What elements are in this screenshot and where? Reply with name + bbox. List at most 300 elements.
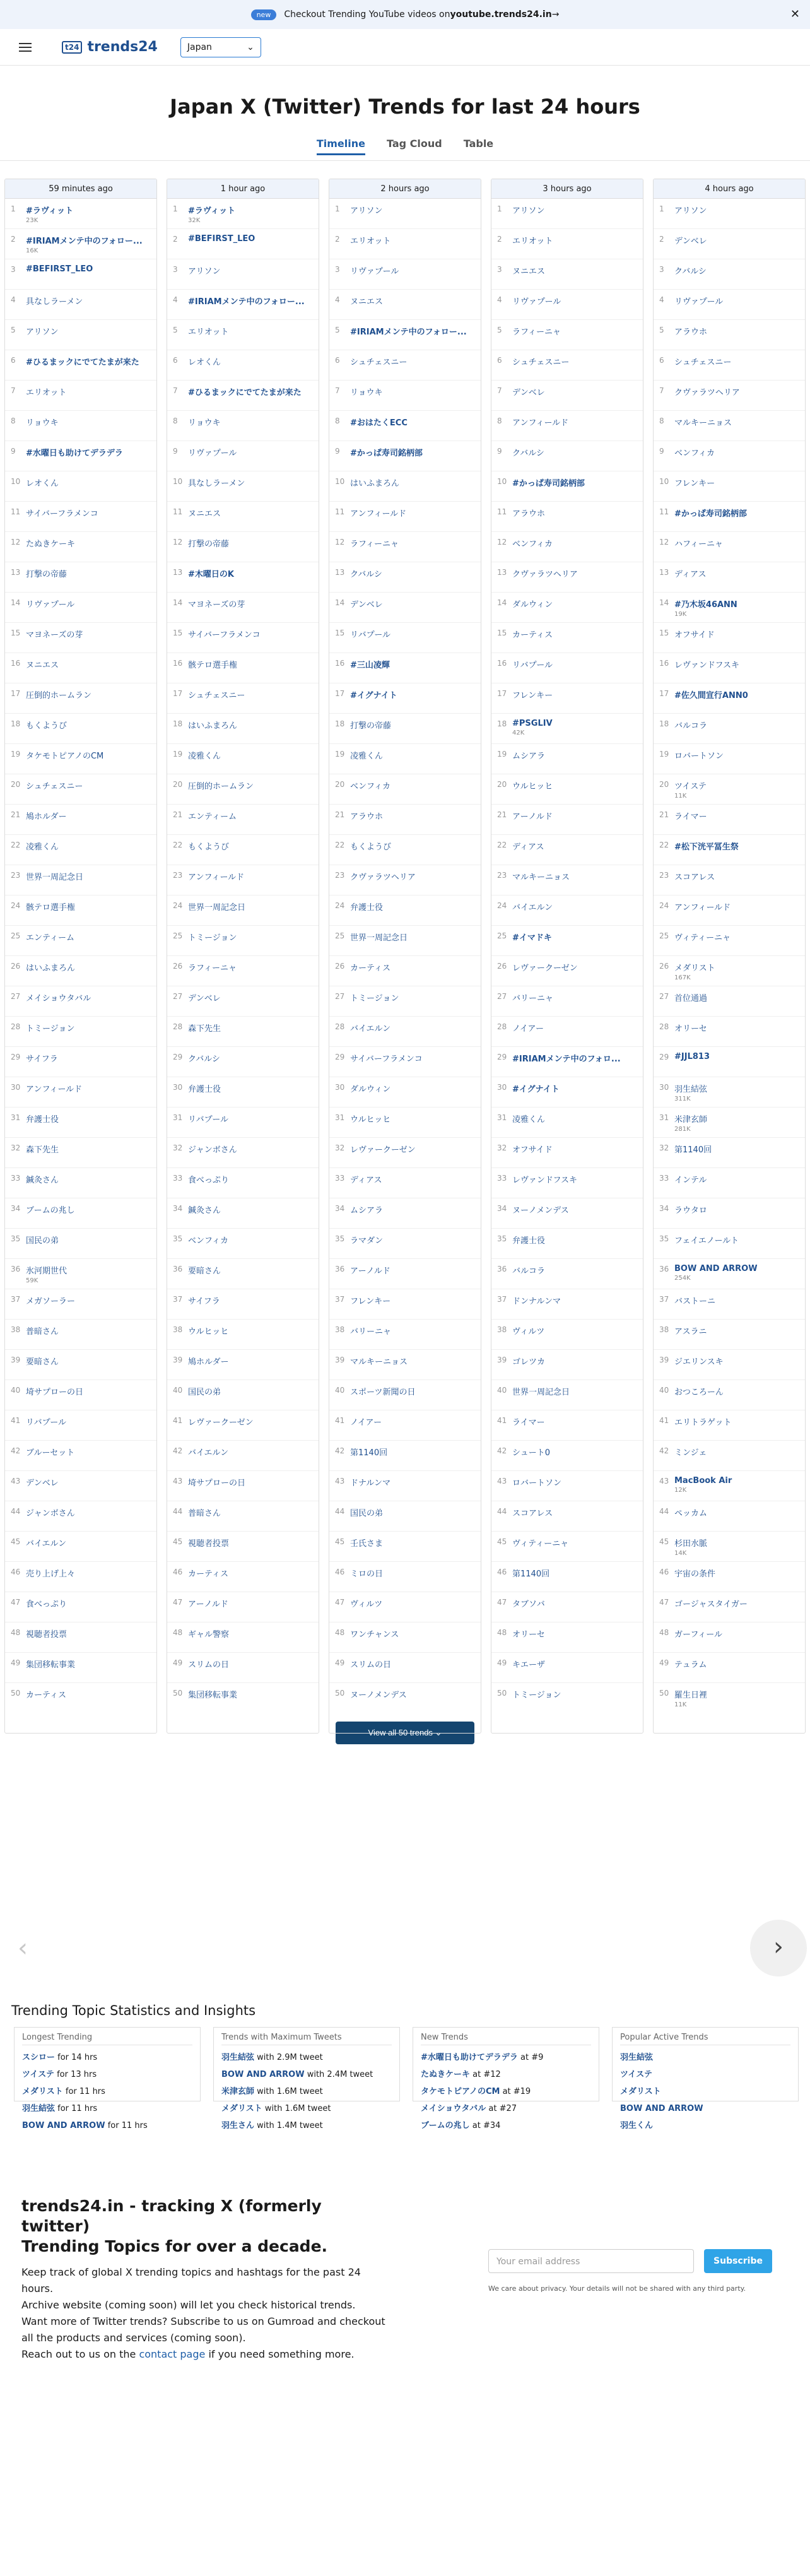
prev-arrow-icon[interactable]: ‹ — [18, 1934, 28, 1963]
trend-link[interactable]: 普暗さん — [188, 1509, 221, 1518]
trend-link[interactable]: デンベレ — [512, 388, 545, 398]
trend-rank: 2 — [497, 235, 502, 244]
trend-link[interactable]: クヴァラツヘリア — [674, 388, 740, 398]
trend-link[interactable]: クバルシ — [350, 570, 382, 579]
trend-link[interactable]: オフサイド — [674, 630, 715, 640]
trend-link[interactable]: 世界一周記念日 — [188, 903, 246, 913]
trend-link[interactable]: BOW AND ARROW — [221, 2070, 305, 2079]
trend-link[interactable]: 鍼灸さん — [188, 1206, 221, 1215]
trend-link[interactable]: クバルシ — [674, 267, 707, 276]
trend-link[interactable]: 打撃の帝藤 — [350, 721, 392, 731]
trend-link[interactable]: 打撃の帝藤 — [26, 570, 68, 579]
trend-link[interactable]: 国民の弟 — [350, 1509, 384, 1518]
trend-link[interactable]: #IRIAMメンテ中のフォロ... — [512, 1055, 621, 1064]
trend-link[interactable]: #松下洸平冨生祭 — [674, 842, 739, 852]
trend-link[interactable]: デンベレ — [26, 1479, 59, 1488]
trend-link[interactable]: MacBook Air — [674, 1476, 732, 1486]
trend-link[interactable]: リョウキ — [350, 388, 383, 398]
trend-link[interactable]: キエーザ — [512, 1660, 546, 1670]
trend-link[interactable]: BOW AND ARROW — [620, 2104, 703, 2113]
trend-link[interactable]: ウルヒッヒ — [350, 1115, 391, 1125]
trend-row — [5, 441, 156, 471]
trend-link[interactable]: 米津玄師 — [674, 1115, 708, 1125]
trend-link[interactable]: バリーニャ — [512, 994, 554, 1003]
trend-link[interactable]: ジャンボさん — [26, 1509, 75, 1518]
trend-link[interactable]: インテル — [674, 1176, 707, 1185]
trend-link[interactable]: ヴィティーニャ — [674, 933, 731, 943]
trend-link[interactable]: 国民の弟 — [26, 1236, 59, 1246]
trend-link[interactable]: ラフィーニャ — [188, 964, 237, 973]
trend-link[interactable]: メイショウタバル — [421, 2104, 486, 2113]
trend-link[interactable]: #イグナイト — [350, 691, 397, 700]
trend-link[interactable]: 第1140回 — [674, 1145, 712, 1155]
trend-link[interactable]: ノイアー — [512, 1024, 544, 1034]
trend-link[interactable]: 米津玄師 — [221, 2087, 255, 2096]
trend-link[interactable]: もくようび — [26, 721, 68, 731]
trend-row — [5, 1501, 156, 1532]
trend-link[interactable]: ガーフィール — [674, 1630, 723, 1640]
trend-link[interactable]: マヨネーズの芽 — [26, 630, 83, 640]
trend-link[interactable]: シュチェスニー — [674, 358, 732, 367]
trend-link[interactable]: アラウホ — [674, 328, 708, 337]
trend-link[interactable]: もくようび — [350, 842, 392, 852]
trend-link[interactable]: レヴァークーゼン — [512, 964, 578, 973]
trend-rank: 30 — [497, 1083, 507, 1092]
trend-link[interactable]: ゴージャスタイガー — [674, 1600, 748, 1609]
trend-link[interactable]: トミージョン — [188, 933, 237, 943]
trend-link[interactable]: スリムの日 — [350, 1660, 392, 1670]
trend-link[interactable]: スポーツ新聞の日 — [350, 1388, 416, 1397]
trend-link[interactable]: ノイアー — [350, 1418, 382, 1427]
trend-link[interactable]: 宇宙の条件 — [674, 1569, 716, 1579]
trend-link[interactable]: #木曜日のK — [188, 570, 234, 579]
trend-link[interactable]: 世界一周記念日 — [26, 873, 84, 882]
next-arrow-icon[interactable]: › — [750, 1920, 807, 1976]
trend-link[interactable]: ライマー — [512, 1418, 545, 1427]
trend-link[interactable]: リバプール — [26, 1418, 66, 1427]
trend-link[interactable]: #IRIAMメンテ中のフォロー... — [188, 297, 305, 307]
trend-link[interactable]: タケモトピアノのCM — [421, 2087, 500, 2096]
trend-link[interactable]: メダリスト — [674, 964, 715, 973]
trend-link[interactable]: 弁護士役 — [350, 903, 384, 913]
subscribe-button[interactable]: Subscribe — [704, 2249, 772, 2273]
trend-link[interactable]: ワンチャンス — [350, 1630, 399, 1640]
trend-link[interactable]: ダルウィン — [512, 600, 553, 610]
trend-link[interactable]: リヴァプール — [188, 449, 237, 458]
trend-link[interactable]: アスラニ — [674, 1327, 707, 1337]
trend-link[interactable]: アリソン — [350, 206, 383, 216]
trend-link[interactable]: スコアレス — [512, 1509, 553, 1518]
trend-link[interactable]: ラウタロ — [674, 1206, 707, 1215]
trend-link[interactable]: 第1140回 — [512, 1569, 550, 1579]
trend-link[interactable]: アンフィールド — [674, 903, 731, 913]
trend-link[interactable]: ジャンボさん — [188, 1145, 237, 1155]
trend-link[interactable]: 羅生日裡 — [674, 1691, 708, 1700]
trend-link[interactable]: タケモトピアノのCM — [26, 752, 104, 761]
tab-table[interactable]: Table — [463, 138, 494, 150]
trend-link[interactable]: 圧倒的ホームラン — [26, 691, 92, 700]
trend-link[interactable]: レオくん — [188, 358, 221, 367]
trend-link[interactable]: カーティス — [350, 964, 390, 973]
trend-link[interactable]: ディアス — [674, 570, 707, 579]
trend-link[interactable]: シュチェスニー — [188, 691, 245, 700]
trend-link[interactable]: レヴァンドフスキ — [512, 1176, 577, 1185]
trend-link[interactable]: 埼サプローの日 — [26, 1388, 84, 1397]
trend-link[interactable]: スシロー — [22, 2053, 56, 2062]
email-input[interactable]: Your email address — [488, 2249, 694, 2273]
trend-link[interactable]: マヨネーズの芽 — [188, 600, 245, 610]
trend-link[interactable]: #かっぱ寿司銘柄部 — [674, 509, 747, 519]
trend-link[interactable]: アンフィールド — [350, 509, 407, 519]
trend-link[interactable]: #乃木坂46ANN — [674, 600, 737, 610]
trend-link[interactable]: ヌニエス — [512, 267, 546, 276]
trend-link[interactable]: ラマダン — [350, 1236, 384, 1246]
trend-row — [491, 956, 643, 986]
trend-link[interactable]: カーティス — [26, 1691, 66, 1700]
trend-link[interactable]: レヴァンドフスキ — [674, 661, 739, 670]
trend-link[interactable]: バルコラ — [674, 721, 708, 731]
trend-link[interactable]: ムシアラ — [350, 1206, 384, 1215]
trend-link[interactable]: #ひるまックにでてたまが来た — [188, 388, 302, 398]
trend-link[interactable]: #佐久間宣行ANN0 — [674, 691, 748, 700]
trend-link[interactable]: オフサイド — [512, 1145, 553, 1155]
trend-link[interactable]: 視聴者投票 — [188, 1539, 230, 1549]
trend-link[interactable]: メガソーラー — [26, 1297, 76, 1306]
trend-link[interactable]: アリソン — [512, 206, 545, 216]
trend-link[interactable]: サイフラ — [188, 1297, 220, 1306]
trend-link[interactable]: ベンフィカ — [188, 1236, 228, 1246]
trend-link[interactable]: #IRIAMメンテ中のフォロー... — [350, 328, 467, 337]
trend-link[interactable]: #ラヴィット — [26, 206, 74, 216]
trend-link[interactable]: 羽生くん — [620, 2121, 654, 2130]
trend-link[interactable]: 凌雅くん — [188, 752, 221, 761]
trend-link[interactable]: トミージョン — [512, 1691, 561, 1700]
trend-row — [654, 653, 805, 683]
trend-link[interactable]: レヴァークーゼン — [188, 1418, 254, 1427]
trend-link[interactable]: リバプール — [350, 630, 390, 640]
trend-link[interactable]: ラフィーニャ — [512, 328, 561, 337]
trend-link[interactable]: ライマー — [674, 812, 707, 822]
trend-link[interactable]: 鳩ホルダー — [188, 1357, 229, 1367]
trend-link[interactable]: フェイエノールト — [674, 1236, 739, 1246]
trend-link[interactable]: 弁護士役 — [512, 1236, 546, 1246]
trend-link[interactable]: アラウホ — [512, 509, 546, 519]
trend-link[interactable]: ヌニエス — [26, 661, 59, 670]
trend-link[interactable]: 羽生結弦 — [221, 2053, 255, 2062]
trend-link[interactable]: #水曜日も助けてデラデラ — [26, 449, 123, 458]
trend-link[interactable]: アンフィールド — [188, 873, 245, 882]
trend-link[interactable]: 羽生結弦 — [22, 2104, 56, 2113]
trend-link[interactable]: 凌雅くん — [26, 842, 59, 852]
trend-link[interactable]: 国民の弟 — [188, 1388, 221, 1397]
trend-link[interactable]: バストーニ — [674, 1297, 716, 1306]
banner-text: Checkout Trending YouTube videos on — [284, 9, 450, 20]
trend-link[interactable]: ゴレツカ — [512, 1357, 546, 1367]
trend-link[interactable]: ヌニエス — [188, 509, 221, 519]
trend-link[interactable]: シュート0 — [512, 1448, 551, 1458]
trend-link[interactable]: 要暗さん — [188, 1267, 221, 1276]
trend-link[interactable]: おつころーん — [674, 1388, 724, 1397]
trend-link[interactable]: はいふまろん — [26, 964, 76, 973]
trend-link[interactable]: バイエルン — [512, 903, 553, 913]
trend-link[interactable]: サイフラ — [26, 1055, 58, 1064]
trend-link[interactable]: 具なしラーメン — [26, 297, 83, 307]
trend-link[interactable]: #三山凌輝 — [350, 661, 390, 670]
trend-link[interactable]: メダリスト — [620, 2087, 661, 2096]
trend-link[interactable]: ツイステ — [674, 782, 707, 791]
trend-link[interactable]: ブームの兆し — [421, 2121, 470, 2130]
trend-link[interactable]: デンベレ — [350, 600, 383, 610]
trend-row — [491, 1410, 643, 1441]
trend-link[interactable]: メイショウタバル — [26, 994, 91, 1003]
trend-link[interactable]: ダルウィン — [350, 1085, 391, 1094]
trend-link[interactable]: クバルシ — [512, 449, 544, 458]
logo[interactable] — [62, 39, 158, 55]
trend-link[interactable]: 埼サプローの日 — [188, 1479, 246, 1488]
trend-link[interactable]: ヌーノメンデス — [512, 1206, 569, 1215]
trend-link[interactable]: 圧倒的ホームラン — [188, 782, 254, 791]
trend-link[interactable]: エリオット — [512, 237, 553, 246]
trend-link[interactable]: アリソン — [188, 267, 221, 276]
trend-link[interactable]: 集団移転事業 — [26, 1660, 76, 1670]
close-icon[interactable]: ✕ — [790, 8, 800, 21]
trend-link[interactable]: ムシアラ — [512, 752, 546, 761]
trend-link[interactable]: リョウキ — [188, 418, 221, 428]
trend-link[interactable]: BOW AND ARROW — [674, 1264, 758, 1273]
trend-link[interactable]: エンティーム — [188, 812, 237, 822]
trend-link[interactable]: 食べっぷり — [26, 1600, 68, 1609]
trend-link[interactable]: クヴァラツヘリア — [350, 873, 416, 882]
trend-link[interactable]: テュラム — [674, 1660, 707, 1670]
trend-link[interactable]: #おはたくECC — [350, 418, 408, 428]
country-select[interactable] — [180, 37, 261, 57]
trend-link[interactable]: オリーセ — [674, 1024, 707, 1034]
trend-link[interactable]: リバプール — [512, 661, 553, 670]
trend-link[interactable]: 凌雅くん — [350, 752, 384, 761]
trend-link[interactable]: 食べっぷり — [188, 1176, 230, 1185]
trend-link[interactable]: ドナルンマ — [350, 1479, 391, 1488]
trend-link[interactable]: 森下先生 — [26, 1145, 59, 1155]
trend-link[interactable]: 世界一周記念日 — [512, 1388, 570, 1397]
trend-link[interactable]: #イグナイト — [512, 1085, 560, 1094]
trend-link[interactable]: #水曜日も助けてデラデラ — [421, 2053, 518, 2062]
trend-link[interactable]: メダリスト — [221, 2104, 262, 2113]
trend-link[interactable]: シュチェスニー — [512, 358, 570, 367]
trend-link[interactable]: オリーセ — [512, 1630, 545, 1640]
trend-link[interactable]: ベンフィカ — [350, 782, 390, 791]
trend-link[interactable]: BOW AND ARROW — [22, 2121, 105, 2130]
trend-link[interactable]: アーノルド — [188, 1600, 228, 1609]
trend-link[interactable]: 骸テロ選手権 — [188, 661, 238, 670]
trend-link[interactable]: 壬氏さま — [350, 1539, 384, 1549]
trend-link[interactable]: ディアス — [512, 842, 544, 852]
trend-link[interactable]: 氷河期世代 — [26, 1267, 68, 1276]
trend-link[interactable]: エリトラゲット — [674, 1418, 732, 1427]
trend-link[interactable]: ラフィーニャ — [350, 540, 399, 549]
trend-link[interactable]: マルキーニョス — [512, 873, 570, 882]
trend-link[interactable]: タブソバ — [512, 1600, 545, 1609]
trend-link[interactable]: クバルシ — [188, 1055, 220, 1064]
trend-link[interactable]: #ラヴィット — [188, 206, 236, 216]
trend-row — [329, 683, 481, 714]
trend-link[interactable]: 凌雅くん — [512, 1115, 546, 1125]
trend-link[interactable]: エリオット — [26, 388, 67, 398]
trend-link[interactable]: リヴァプール — [674, 297, 724, 307]
trend-link[interactable]: 弁護士役 — [26, 1115, 59, 1125]
trend-link[interactable]: バルコラ — [512, 1267, 546, 1276]
trend-link[interactable]: #ひるまックにでてたまが来た — [26, 358, 139, 367]
trend-link[interactable]: ディアス — [350, 1176, 382, 1185]
trend-link[interactable]: バイエルン — [26, 1539, 67, 1549]
trend-link[interactable]: ジエリンスキ — [674, 1357, 724, 1367]
trend-link[interactable]: フレンキー — [350, 1297, 391, 1306]
trend-link[interactable]: スコアレス — [674, 873, 715, 882]
trend-link[interactable]: ギャル警察 — [188, 1630, 230, 1640]
trend-row — [491, 320, 643, 350]
trend-link[interactable]: ウルヒッヒ — [188, 1327, 229, 1337]
trend-link[interactable]: リョウキ — [26, 418, 59, 428]
trend-link[interactable]: アラウホ — [350, 812, 384, 822]
trend-link[interactable]: #かっぱ寿司銘柄部 — [350, 449, 423, 458]
contact-link[interactable]: contact page — [139, 2348, 206, 2360]
trend-link[interactable]: ヌニエス — [350, 297, 384, 307]
trend-link[interactable]: ミンジェ — [674, 1448, 707, 1458]
trend-link[interactable]: カーティス — [512, 630, 553, 640]
trend-link[interactable]: 森下先生 — [188, 1024, 221, 1034]
hamburger-icon[interactable] — [19, 43, 32, 52]
trend-row — [491, 986, 643, 1017]
trend-link[interactable]: 要暗さん — [26, 1357, 59, 1367]
trend-link[interactable]: エリオット — [350, 237, 391, 246]
trend-link[interactable]: たぬきケーキ — [26, 540, 76, 549]
trend-link[interactable]: ウルヒッヒ — [512, 782, 553, 791]
trend-link[interactable]: サイバーフラメンコ — [188, 630, 261, 640]
trend-link[interactable]: トミージョン — [350, 994, 399, 1003]
trend-rank: 8 — [497, 417, 502, 425]
trend-link[interactable]: はいふまろん — [350, 479, 400, 488]
trend-link[interactable]: ブームの兆し — [26, 1206, 75, 1215]
trend-link[interactable]: #BEFIRST_LEO — [26, 264, 93, 274]
trend-link[interactable]: #BEFIRST_LEO — [188, 234, 255, 244]
trend-link[interactable]: アリソン — [674, 206, 707, 216]
trend-link[interactable]: アーノルド — [512, 812, 553, 822]
trend-link[interactable]: 首位通過 — [674, 994, 708, 1003]
trend-link[interactable]: 羽生結弦 — [674, 1085, 708, 1094]
trend-link[interactable]: バイエルン — [350, 1024, 391, 1034]
trend-link[interactable]: ヴィルツ — [512, 1327, 545, 1337]
trend-link[interactable]: 集団移転事業 — [188, 1691, 238, 1700]
trend-link[interactable]: デンベレ — [188, 994, 221, 1003]
banner-link[interactable]: youtube.trends24.in — [450, 9, 552, 20]
trend-row — [654, 865, 805, 895]
trend-link[interactable]: 普暗さん — [26, 1327, 59, 1337]
trend-link[interactable]: レオくん — [26, 479, 59, 488]
trend-link[interactable]: #JJL813 — [674, 1052, 710, 1061]
trend-link[interactable]: フレンキー — [674, 479, 715, 488]
trend-link[interactable]: メダリスト — [22, 2087, 63, 2096]
trend-link[interactable]: もくようび — [188, 842, 230, 852]
trend-link[interactable]: 弁護士役 — [188, 1085, 221, 1094]
trend-link[interactable]: たぬきケーキ — [421, 2070, 471, 2079]
trend-link[interactable]: 具なしラーメン — [188, 479, 245, 488]
trend-link[interactable]: 鍼灸さん — [26, 1176, 59, 1185]
trend-link[interactable]: アンフィールド — [512, 418, 569, 428]
trend-link[interactable]: 売り上げ上々 — [26, 1569, 76, 1579]
trend-link[interactable]: #かっぱ寿司銘柄部 — [512, 479, 585, 488]
trend-link[interactable]: #イマドキ — [512, 933, 552, 943]
trend-link[interactable]: アリソン — [26, 328, 59, 337]
trend-link[interactable]: サイバーフラメンコ — [26, 509, 98, 519]
trend-link[interactable]: リヴァプール — [26, 600, 75, 610]
trend-link[interactable]: 羽生結弦 — [620, 2053, 654, 2062]
trend-link[interactable]: ツイステ — [620, 2070, 652, 2079]
trend-link[interactable]: 第1140回 — [350, 1448, 388, 1458]
trend-rank: 29 — [173, 1053, 183, 1061]
trend-link[interactable]: エリオット — [188, 328, 229, 337]
trend-link[interactable]: ドンナルンマ — [512, 1297, 561, 1306]
trend-link[interactable]: バイエルン — [188, 1448, 229, 1458]
trend-link[interactable]: 骸テロ選手権 — [26, 903, 76, 913]
trend-link[interactable]: アーノルド — [350, 1267, 390, 1276]
trend-link[interactable]: スリムの日 — [188, 1660, 230, 1670]
trend-link[interactable]: ツイステ — [22, 2070, 54, 2079]
trend-link[interactable]: シュチェスニー — [350, 358, 408, 367]
trend-link[interactable]: ペッカム — [674, 1509, 708, 1518]
trend-link[interactable]: マルキーニョス — [674, 418, 732, 428]
trend-link[interactable]: #PSGLIV — [512, 719, 553, 728]
trend-link[interactable]: アンフィールド — [26, 1085, 83, 1094]
trend-link[interactable]: ベンフィカ — [512, 540, 553, 549]
trend-link[interactable]: エンティーム — [26, 933, 74, 943]
trend-row — [654, 926, 805, 956]
trend-link[interactable]: ヴィティーニャ — [512, 1539, 569, 1549]
trend-link[interactable]: バリーニャ — [350, 1327, 392, 1337]
trend-link[interactable]: ロバートソン — [674, 752, 724, 761]
trend-link[interactable]: #IRIAMメンテ中のフォロー... — [26, 237, 143, 246]
trend-link[interactable]: 世界一周記念日 — [350, 933, 408, 943]
trend-link[interactable]: ヌーノメンデス — [350, 1691, 407, 1700]
trend-link[interactable]: フレンキー — [512, 691, 553, 700]
trend-link[interactable]: はいふまろん — [188, 721, 238, 731]
trend-link[interactable]: トミージョン — [26, 1024, 75, 1034]
trend-link[interactable]: レヴァークーゼン — [350, 1145, 416, 1155]
trend-link[interactable]: リバプール — [188, 1115, 228, 1125]
trend-link[interactable]: ロバートソン — [512, 1479, 562, 1488]
trend-link[interactable]: リヴァプール — [350, 267, 399, 276]
trend-link[interactable]: ミロの日 — [350, 1569, 384, 1579]
trend-link[interactable]: ベンフィカ — [674, 449, 715, 458]
trend-link[interactable]: 羽生さん — [221, 2121, 255, 2130]
trend-link[interactable]: デンベレ — [674, 237, 707, 246]
tab-timeline[interactable]: Timeline — [317, 138, 365, 155]
trend-link[interactable]: マルキーニョス — [350, 1357, 408, 1367]
trend-link[interactable]: ブルーセット — [26, 1448, 75, 1458]
trend-rank: 23 — [11, 871, 21, 880]
tab-tag-cloud[interactable]: Tag Cloud — [386, 138, 442, 150]
trend-link[interactable]: シュチェスニー — [26, 782, 83, 791]
trend-link[interactable]: 鳩ホルダー — [26, 812, 67, 822]
trend-link[interactable]: リヴァプール — [512, 297, 561, 307]
view-all-trends-button[interactable]: View all 50 trends ⌄ — [336, 1722, 474, 1744]
trend-link[interactable]: サイバーフラメンコ — [350, 1055, 423, 1064]
trend-link[interactable]: ヴィルツ — [350, 1600, 383, 1609]
trend-link[interactable]: 視聴者投票 — [26, 1630, 68, 1640]
trend-link[interactable]: 打撃の帝藤 — [188, 540, 230, 549]
trend-link[interactable]: クヴァラツヘリア — [512, 570, 578, 579]
trend-link[interactable]: カーティス — [188, 1569, 228, 1579]
trend-link[interactable]: ハフィーニャ — [674, 540, 723, 549]
trend-link[interactable]: 杉田水脈 — [674, 1539, 708, 1549]
